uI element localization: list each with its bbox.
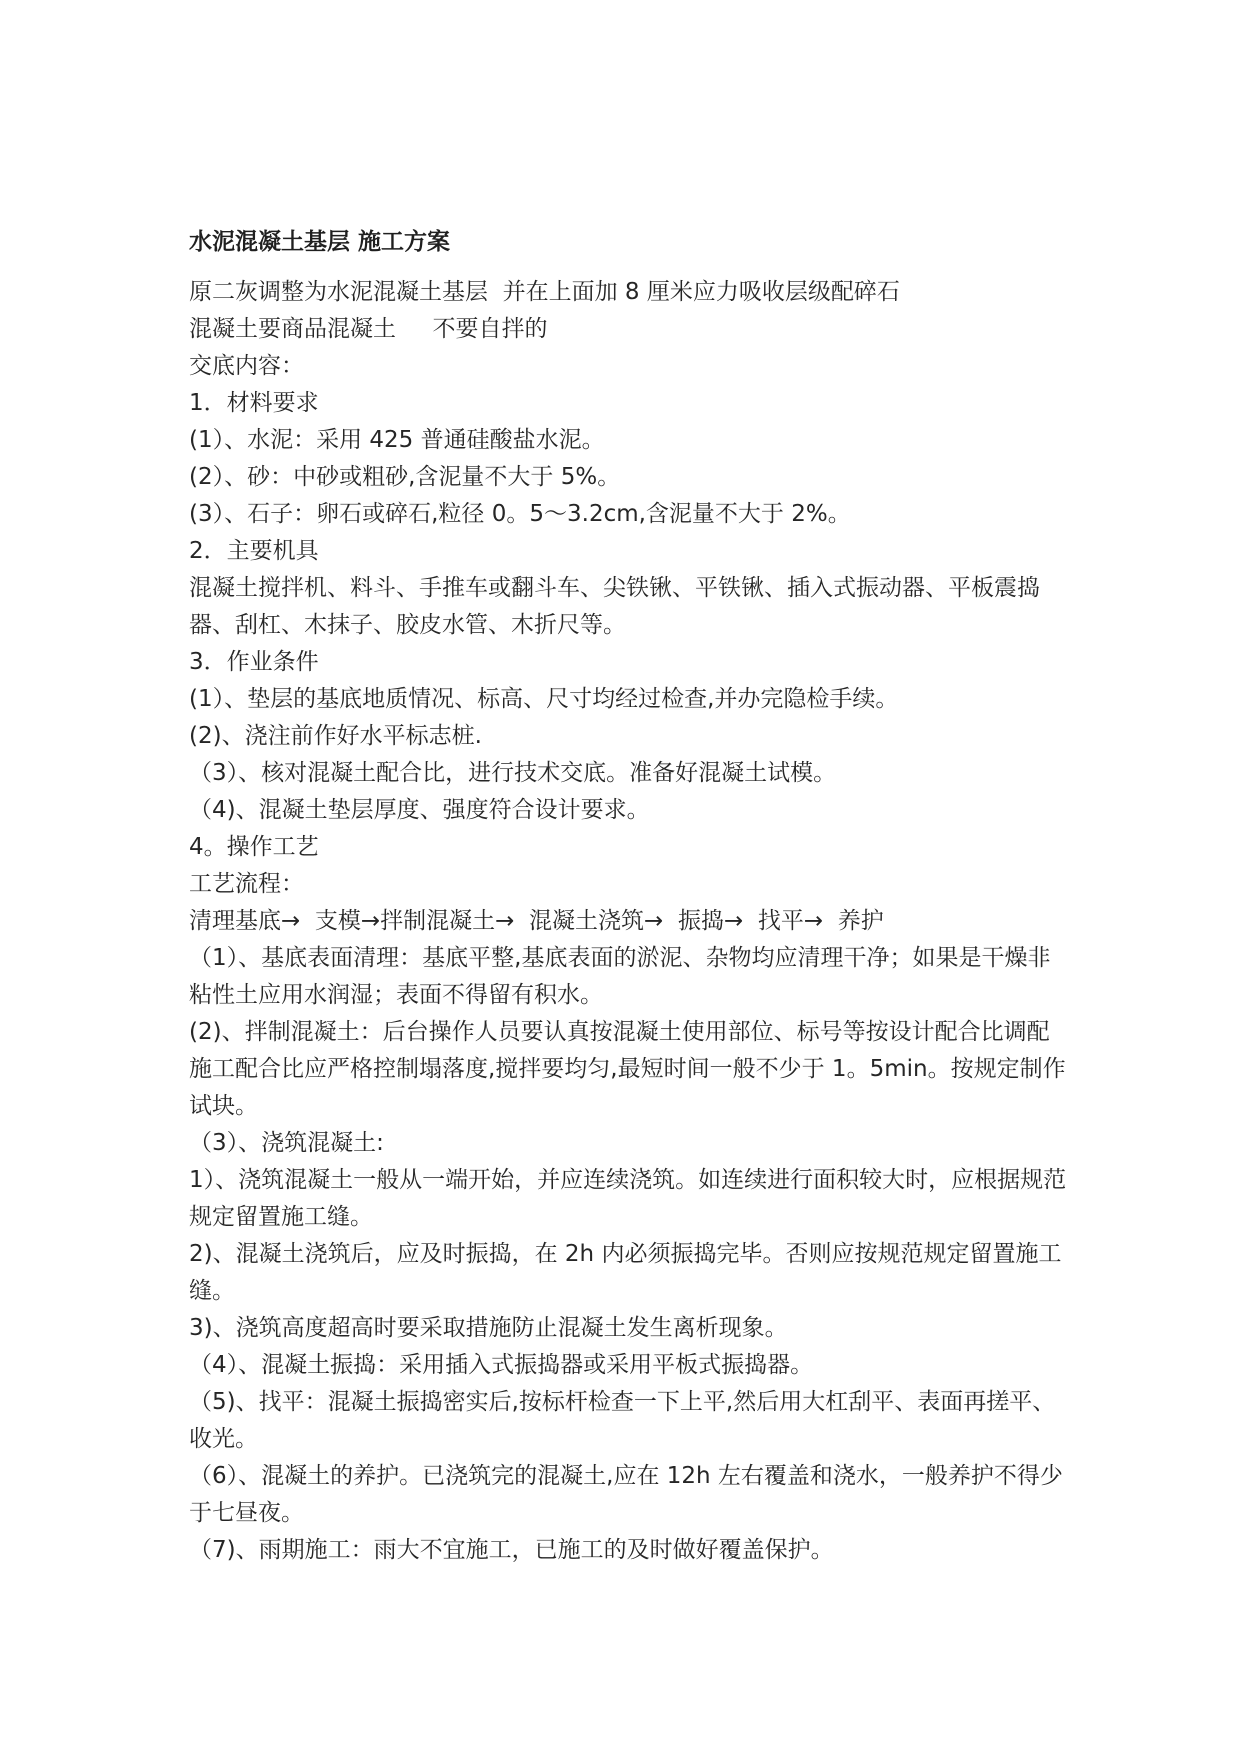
- paragraph: （7)、雨期施工：雨大不宜施工，已施工的及时做好覆盖保护。: [189, 1537, 834, 1563]
- paragraph: 3)、浇筑高度超高时要采取措施防止混凝土发生离析现象。: [189, 1315, 788, 1341]
- paragraph: 混凝土要商品混凝土 不要自拌的: [189, 316, 548, 342]
- paragraph: (2)、拌制混凝土：后台操作人员要认真按混凝土使用部位、标号等按设计配合比调配施工配合比应严格控制塌落度,搅拌要均匀,最短时间一般不少于 1。5min。按规定制作试块。: [189, 1019, 1066, 1119]
- paragraph: 原二灰调整为水泥混凝土基层 并在上面加 8 厘米应力吸收层级配碎石: [189, 279, 900, 305]
- section-heading: 4。操作工艺: [189, 834, 319, 860]
- paragraph: (3）、石子：卵石或碎石,粒径 0。5～3.2cm,含泥量不大于 2%。: [189, 501, 851, 527]
- paragraph: 工艺流程：: [189, 871, 304, 897]
- paragraph: （6）、混凝土的养护。已浇筑完的混凝土,应在 12h 左右覆盖和浇水，一般养护不得少于七昼夜。: [189, 1463, 1063, 1526]
- section-heading: 3．作业条件: [189, 649, 319, 675]
- paragraph: 交底内容：: [189, 353, 304, 379]
- section-heading: 2．主要机具: [189, 538, 319, 564]
- paragraph: （4)、混凝土垫层厚度、强度符合设计要求。: [189, 797, 650, 823]
- paragraph: 2)、混凝土浇筑后，应及时振捣，在 2h 内必须振捣完毕。否则应按规范规定留置施工缝。: [189, 1241, 1062, 1304]
- document-body: [189, 224, 1069, 1569]
- paragraph: (1）、垫层的基底地质情况、标高、尺寸均经过检查,并办完隐检手续。: [189, 686, 899, 712]
- paragraph: （4）、混凝土振捣：采用插入式振捣器或采用平板式振捣器。: [189, 1352, 814, 1378]
- paragraph: （5)、找平：混凝土振捣密实后,按标杆检查一下上平,然后用大杠刮平、表面再搓平、收光。: [189, 1389, 1056, 1452]
- paragraph: (2）、砂：中砂或粗砂,含泥量不大于 5%。: [189, 464, 621, 490]
- process-flow: 清理基底→ 支模→拌制混凝土→ 混凝土浇筑→ 振捣→ 找平→ 养护: [189, 908, 884, 934]
- paragraph: 1）、浇筑混凝土一般从一端开始，并应连续浇筑。如连续进行面积较大时，应根据规范规定留置施工缝。: [189, 1167, 1067, 1230]
- paragraph: （3）、核对混凝土配合比，进行技术交底。准备好混凝土试模。: [189, 760, 837, 786]
- section-heading: 1．材料要求: [189, 390, 319, 416]
- paragraph: （3）、浇筑混凝土:: [189, 1130, 384, 1156]
- paragraph: （1）、基底表面清理：基底平整,基底表面的淤泥、杂物均应清理干净；如果是干燥非粘性土应用水润湿；表面不得留有积水。: [189, 945, 1051, 1008]
- paragraph: (2)、浇注前作好水平标志桩.: [189, 723, 482, 749]
- paragraph: (1）、水泥：采用 425 普通硅酸盐水泥。: [189, 427, 605, 453]
- paragraph: 混凝土搅拌机、料斗、手推车或翻斗车、尖铁锹、平铁锹、插入式振动器、平板震捣器、刮杠、木抹子、胶皮水管、木折尺等。: [189, 575, 1040, 638]
- document-title: 水泥混凝土基层 施工方案: [189, 229, 451, 255]
